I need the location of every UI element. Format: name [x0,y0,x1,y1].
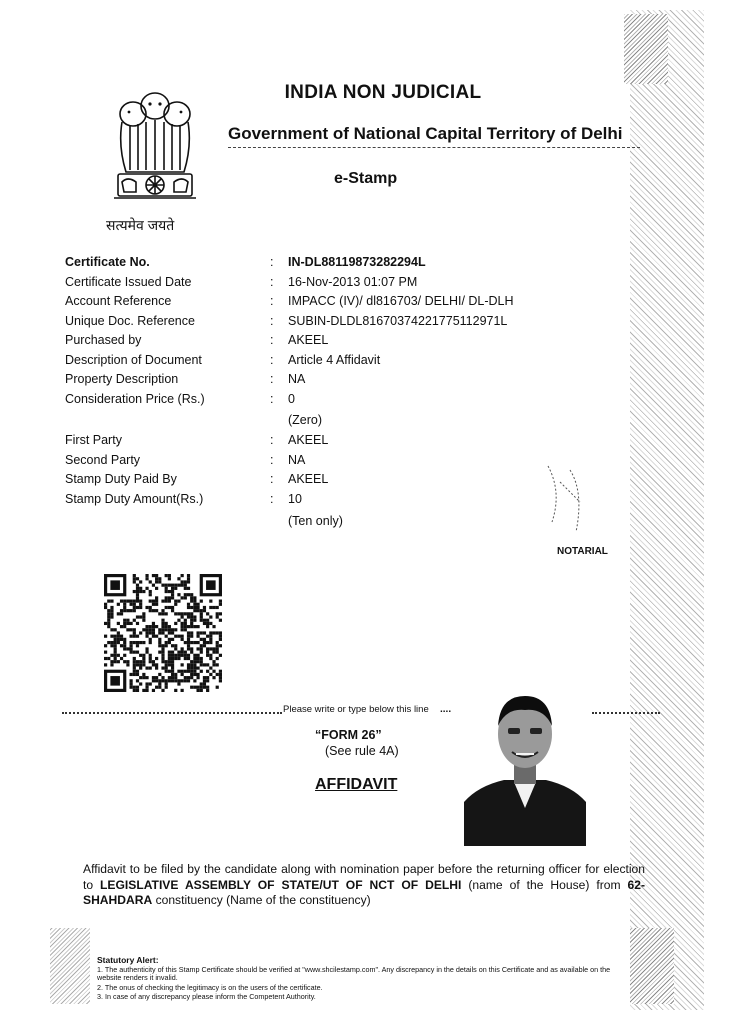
field-label-issued-date: Certificate Issued Date [65,275,192,289]
document-type: e-Stamp [334,170,398,187]
field-label-property-description: Property Description [65,372,179,386]
corner-pattern-bottom-right [630,928,674,1004]
field-label-second-party: Second Party [65,453,141,467]
field-value-issued-date: 16-Nov-2013 01:07 PM [288,275,418,289]
field-value-stamp-duty-amount: 10 [288,492,302,506]
affidavit-heading: AFFIDAVIT [315,776,398,793]
field-label-stamp-duty-paid-by: Stamp Duty Paid By [65,472,177,486]
field-colon: : [270,453,274,467]
corner-pattern-top-right [624,14,668,84]
field-label-account-reference: Account Reference [65,294,172,308]
national-emblem-icon [108,86,202,212]
divider-dotted-left [62,712,282,714]
affidavit-paragraph [83,862,645,909]
field-colon: : [270,294,274,308]
field-value-second-party: NA [288,453,306,467]
field-colon: : [270,372,274,386]
field-value-unique-doc-reference: SUBIN-DLDL81670374221775112971L [288,314,508,328]
divider-dotted-right [592,712,660,714]
government-name: Government of National Capital Territory of Delhi [228,124,623,143]
field-colon: : [270,255,274,269]
corner-pattern-bottom-left [50,928,90,1004]
field-subvalue-stamp-duty-amount: (Ten only) [288,514,343,528]
field-value-description-of-document: Article 4 Affidavit [288,353,381,367]
field-colon: : [270,333,274,347]
field-value-property-description: NA [288,372,306,386]
statutory-alert-item: 2. The onus of checking the legitimacy is on the users of the certificate. [97,983,323,992]
field-colon: : [270,353,274,367]
form-rule: (See rule 4A) [325,744,399,758]
statutory-alert-title: Statutory Alert: [97,955,159,965]
field-label-unique-doc-reference: Unique Doc. Reference [65,314,195,328]
divider-dots: .... [440,704,452,715]
field-colon: : [270,492,274,506]
qr-code-icon [104,574,222,692]
field-colon: : [270,433,274,447]
emblem-motto: सत्यमेव जयते [106,217,175,233]
field-value-certificate-no: IN-DL88119873282294L [288,255,426,269]
security-border-pattern [630,10,704,1010]
notarial-stamp-mark-icon [540,462,600,546]
field-value-stamp-duty-paid-by: AKEEL [288,472,329,486]
statutory-alert-item: 1. The authenticity of this Stamp Certificate should be verified at "www.shcilestamp.com". Any discrepancy in the details on this Certificate and as available on the website renders it invalid. [97,965,611,983]
field-colon: : [270,275,274,289]
field-label-first-party: First Party [65,433,122,447]
field-colon: : [270,392,274,406]
header-underline [228,147,640,148]
field-subvalue-consideration-price: (Zero) [288,413,323,427]
field-label-certificate-no: Certificate No. [65,255,150,269]
form-title: “FORM 26” [315,728,382,742]
field-label-stamp-duty-amount: Stamp Duty Amount(Rs.) [65,492,204,506]
statutory-alert-item: 3. In case of any discrepancy please inform the Competent Authority. [97,992,316,1001]
field-value-consideration-price: 0 [288,392,295,406]
divider-instruction: Please write or type below this line [283,704,429,715]
notarial-stamp: NOTARIAL [557,546,608,557]
field-label-description-of-document: Description of Document [65,353,202,367]
field-value-account-reference: IMPACC (IV)/ dl816703/ DELHI/ DL-DLH [288,294,514,308]
paragraph-text: Affidavit to be filed by the candidate along with nomination paper before the returning officer for election to [83,862,645,892]
candidate-photo [464,690,586,846]
field-value-purchased-by: AKEEL [288,333,329,347]
field-value-first-party: AKEEL [288,433,329,447]
house-name: LEGISLATIVE ASSEMBLY OF STATE/UT OF NCT OF DELHI [100,877,462,892]
paragraph-text: (name of the House) from [461,877,628,892]
field-colon: : [270,472,274,486]
paragraph-text: constituency (Name of the constituency) [152,893,371,907]
field-label-purchased-by: Purchased by [65,333,142,347]
constituency-name: 62-SHAHDARA [83,877,645,907]
field-colon: : [270,314,274,328]
field-label-consideration-price: Consideration Price (Rs.) [65,392,205,406]
document-title: INDIA NON JUDICIAL [284,82,482,103]
